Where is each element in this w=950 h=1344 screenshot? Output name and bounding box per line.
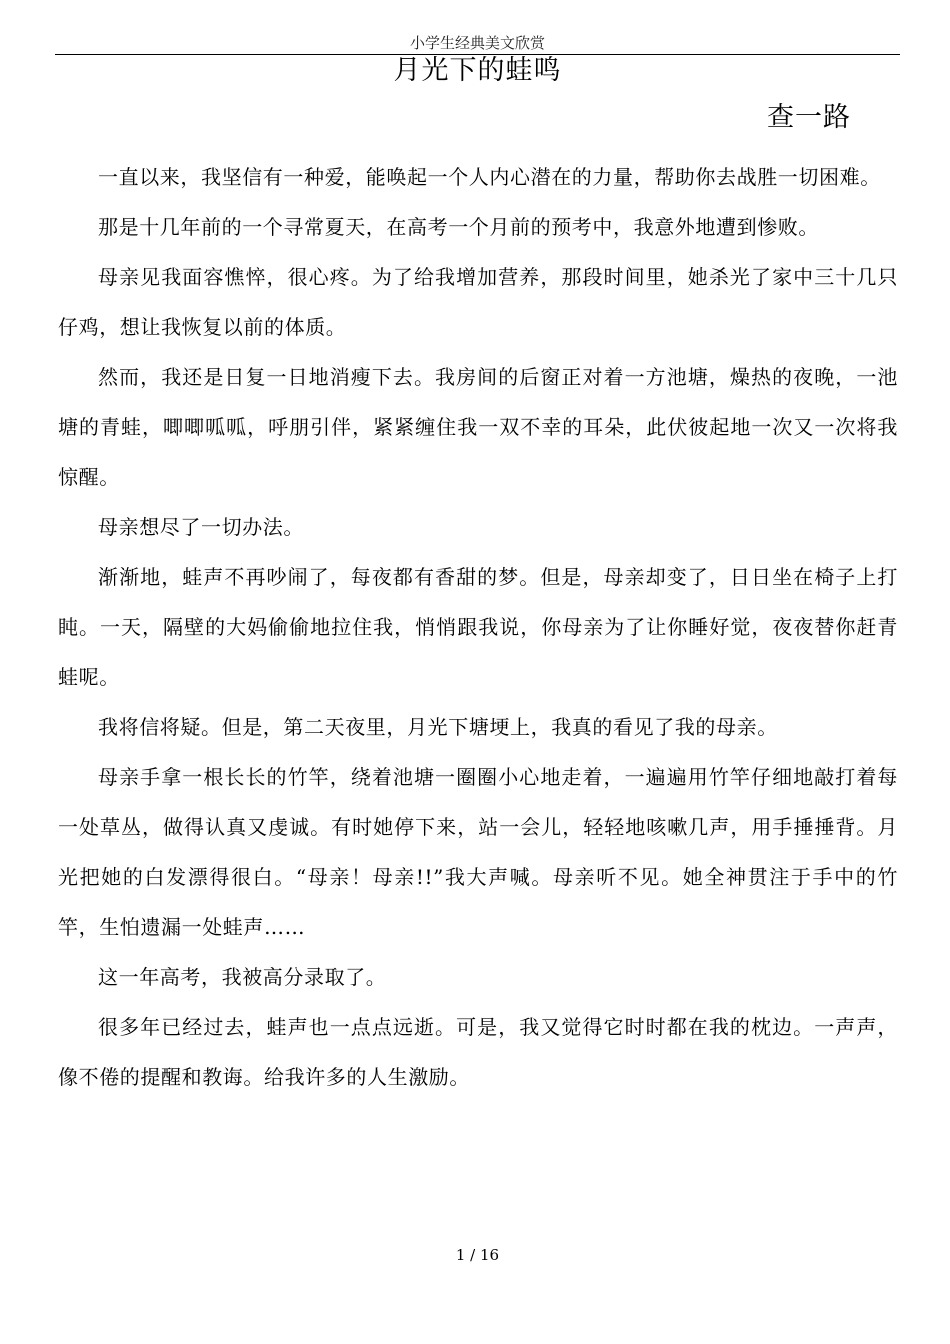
running-header: 小学生经典美文欣赏: [409, 34, 545, 52]
paragraph: 母亲想尽了一切办法。: [98, 515, 304, 539]
paragraph: 然而，我还是日复一日地消瘦下去。我房间的后窗正对着一方池塘，燥热的夜晚，一池塘的青蛙，唧唧呱呱，呼朋引伴，紧紧缠住我一双不幸的耳朵，此伏彼起地一次又一次将我惊醒。: [58, 365, 898, 489]
article-body: [58, 152, 898, 1102]
paragraph: 母亲手拿一根长长的竹竿，绕着池塘一圈圈小心地走着，一遍遍用竹竿仔细地敲打着每一处草丛，做得认真又虔诚。有时她停下来，站一会儿，轻轻地咳嗽几声，用手捶捶背。月光把她的白发漂得很白。“母亲！母亲!!”我大声喊。母亲听不见。她全神贯注于手中的竹竿，生怕遗漏一处蛙声……: [58, 765, 898, 939]
paragraph: 渐渐地，蛙声不再吵闹了，每夜都有香甜的梦。但是，母亲却变了，日日坐在椅子上打盹。一天，隔壁的大妈偷偷地拉住我，悄悄跟我说，你母亲为了让你睡好觉，夜夜替你赶青蛙呢。: [58, 565, 898, 689]
paragraph: 那是十几年前的一个寻常夏天，在高考一个月前的预考中，我意外地遭到惨败。: [98, 215, 819, 239]
paragraph: 母亲见我面容憔悴，很心疼。为了给我增加营养，那段时间里，她杀光了家中三十几只仔鸡，想让我恢复以前的体质。: [58, 265, 898, 339]
paragraph: 一直以来，我坚信有一种爱，能唤起一个人内心潜在的力量，帮助你去战胜一切困难。: [98, 165, 881, 189]
paragraph: 很多年已经过去，蛙声也一点点远逝。可是，我又觉得它时时都在我的枕边。一声声，像不倦的提醒和教诲。给我许多的人生激励。: [58, 1015, 898, 1089]
article-author: 查一路: [767, 102, 851, 133]
article-title: 月光下的蛙鸣: [393, 55, 562, 86]
page-number: 1 / 16: [455, 1246, 500, 1264]
paragraph: 这一年高考，我被高分录取了。: [98, 965, 387, 989]
paragraph: 我将信将疑。但是，第二天夜里，月光下塘埂上，我真的看见了我的母亲。: [98, 715, 778, 739]
